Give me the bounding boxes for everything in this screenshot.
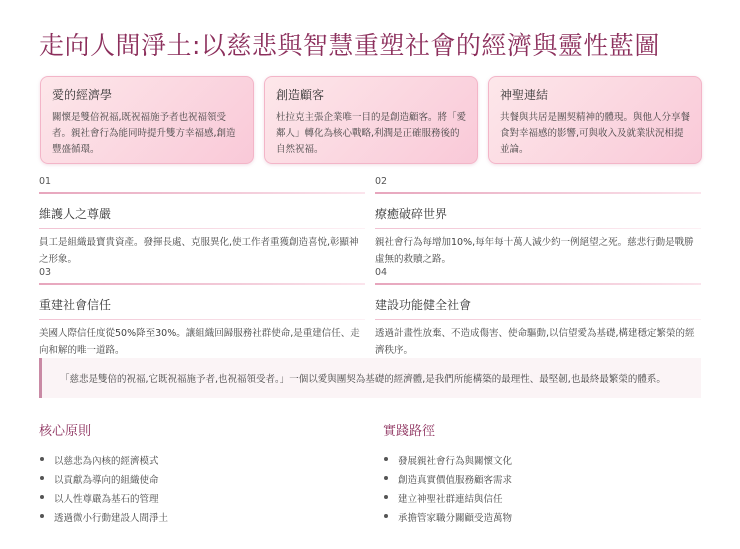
card-text: 杜拉克主張企業唯一目的是創造顧客。將「愛鄰人」轉化為核心戰略,利潤是正確服務後的自然祝福。 [276, 112, 467, 155]
list-item-text: 承擔管家職分關顧受造萬物 [398, 513, 513, 524]
step-divider [39, 192, 365, 194]
card-sacred-connection [488, 76, 702, 164]
bullet-icon [384, 476, 388, 480]
step-divider [39, 283, 365, 285]
card-create-customer [264, 76, 478, 164]
step-divider [375, 283, 701, 285]
step-text: 親社會行為每增加10%,每年每十萬人減少約一例絕望之死。慈悲行動是戰勝虛無的救贖之路。 [375, 237, 694, 265]
card-title: 愛的經濟學 [52, 88, 113, 102]
step-04 [375, 267, 701, 359]
card-title: 神聖連結 [500, 88, 549, 102]
list-item [383, 510, 703, 529]
card-text: 關懷是雙倍祝福,既祝福施予者也祝福領受者。親社會行為能同時提升雙方幸福感,創造豐盛循環。 [52, 112, 236, 155]
list-item [39, 510, 359, 529]
section-title: 實踐路徑 [383, 424, 436, 439]
list-item-text: 透過微小行動建設人間淨土 [54, 513, 169, 524]
bullet-icon [40, 514, 44, 518]
practice-list [383, 453, 703, 529]
step-title-underline [375, 228, 701, 229]
list-item [39, 472, 359, 491]
bullet-icon [40, 476, 44, 480]
step-number: 04 [375, 267, 388, 278]
card-love-economics [40, 76, 254, 164]
bullet-icon [40, 457, 44, 461]
step-title: 維護人之尊嚴 [39, 207, 112, 221]
step-title: 重建社會信任 [39, 298, 112, 312]
step-number: 02 [375, 176, 388, 187]
step-text: 美國人際信任度從50%降至30%。讓組織回歸服務社群使命,是重建信任、走向和解的唯一道路。 [39, 328, 360, 356]
card-title: 創造顧客 [276, 88, 325, 102]
list-item [383, 453, 703, 472]
step-title-underline [39, 319, 365, 320]
quote-block: 「慈悲是雙倍的祝福,它既祝福施予者,也祝福領受者。」一個以愛與團契為基礎的經濟體,是我們所能構築的最理性、最堅韌,也最終最繁榮的體系。 [39, 358, 701, 398]
core-principles-section [39, 420, 359, 529]
list-item [39, 491, 359, 510]
step-number: 01 [39, 176, 52, 187]
step-02 [375, 176, 701, 268]
step-01 [39, 176, 365, 268]
list-item-text: 以人性尊嚴為基石的管理 [54, 494, 159, 505]
list-item [383, 491, 703, 510]
card-text: 共餐與共居是團契精神的體現。與他人分享餐食對幸福感的影響,可與收入及就業狀況相提並論。 [500, 112, 691, 155]
step-divider [375, 192, 701, 194]
principles-list [39, 453, 359, 529]
step-title-underline [375, 319, 701, 320]
list-item-text: 以慈悲為內核的經濟模式 [54, 456, 159, 467]
step-03 [39, 267, 365, 359]
step-title: 療癒破碎世界 [375, 207, 448, 221]
step-text: 員工是組織最寶貴資產。發揮長處、克服異化,使工作者重獲創造喜悅,彰顯神之形象。 [39, 237, 359, 265]
step-title-underline [39, 228, 365, 229]
list-item-text: 創造真實價值服務顧客需求 [398, 475, 513, 486]
step-title: 建設功能健全社會 [375, 298, 472, 312]
list-item-text: 發展親社會行為與關懷文化 [398, 456, 513, 467]
list-item-text: 建立神聖社群連結與信任 [398, 494, 503, 505]
bullet-icon [384, 514, 388, 518]
section-title: 核心原則 [39, 424, 92, 439]
page-title: 走向人間淨土:以慈悲與智慧重塑社會的經濟與靈性藍圖 [39, 31, 660, 60]
bullet-icon [384, 495, 388, 499]
list-item-text: 以貢獻為導向的組織使命 [54, 475, 159, 486]
step-text: 透過計畫性放棄、不造成傷害、使命驅動,以信望愛為基礎,構建穩定繁榮的經濟秩序。 [375, 328, 695, 356]
practice-path-section [383, 420, 703, 529]
list-item [39, 453, 359, 472]
list-item [383, 472, 703, 491]
bullet-icon [384, 457, 388, 461]
bullet-icon [40, 495, 44, 499]
step-number: 03 [39, 267, 52, 278]
